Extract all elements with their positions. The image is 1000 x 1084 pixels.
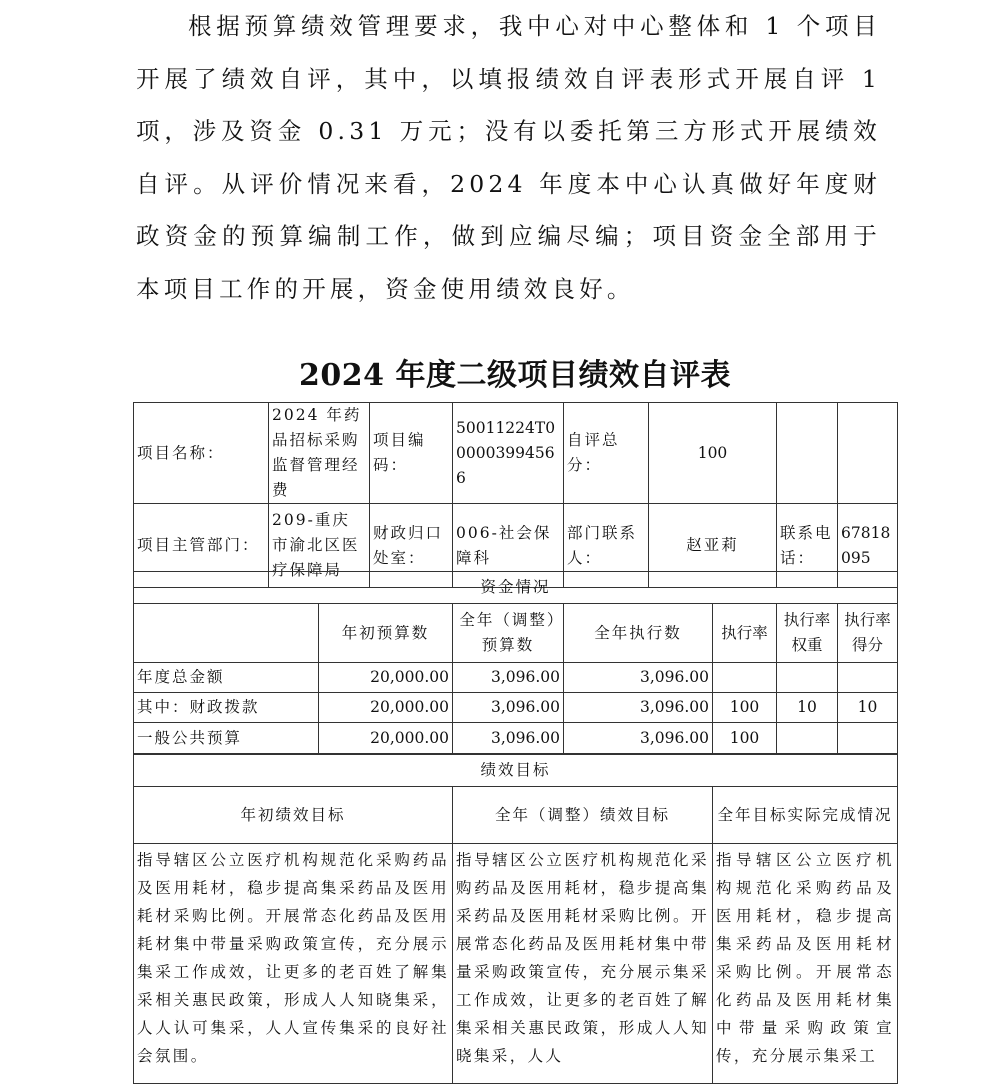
dept-label: 项目主管部门： (134, 504, 269, 588)
column-header: 全年（调整）绩效目标 (453, 787, 713, 844)
rate-score (838, 663, 898, 693)
form-title: 2024 年度二级项目绩效自评表 (299, 358, 731, 393)
column-header: 执行率 (713, 604, 777, 663)
rate-weight: 10 (777, 693, 838, 723)
project-name-label: 项目名称： (134, 403, 269, 504)
table-header-row (134, 787, 898, 844)
column-header: 全年执行数 (564, 604, 713, 663)
rate-score (838, 723, 898, 754)
column-header: 执行率权重 (777, 604, 838, 663)
finance-office-label: 财政归口处室： (370, 504, 453, 588)
contact-label: 部门联系人： (564, 504, 649, 588)
table-row (134, 572, 898, 604)
project-code-label: 项目编码： (370, 403, 453, 504)
phone-value: 67818095 (838, 504, 898, 588)
finance-office-value: 006-社会保障科 (453, 504, 564, 588)
row-label: 其中：财政拨款 (134, 693, 319, 723)
executed-amount: 3,096.00 (564, 723, 713, 754)
adjusted-budget: 3,096.00 (453, 723, 564, 754)
funds-table (133, 571, 898, 754)
rate-weight (777, 663, 838, 693)
project-code-value: 50011224T000003994566 (453, 403, 564, 504)
execution-rate: 100 (713, 693, 777, 723)
column-header: 全年目标实际完成情况 (713, 787, 898, 844)
total-score-value: 100 (649, 403, 777, 504)
rate-weight (777, 723, 838, 754)
phone-label: 联系电话： (777, 504, 838, 588)
column-header: 全年（调整）预算数 (453, 604, 564, 663)
goals-section-title: 绩效目标 (134, 755, 898, 787)
empty-cell (777, 403, 838, 504)
execution-rate: 100 (713, 723, 777, 754)
table-row (134, 403, 898, 504)
initial-budget: 20,000.00 (319, 663, 453, 693)
table-row (134, 663, 898, 693)
initial-budget: 20,000.00 (319, 723, 453, 754)
table-row (134, 723, 898, 754)
column-header: 年初绩效目标 (134, 787, 453, 844)
row-label: 年度总金额 (134, 663, 319, 693)
executed-amount: 3,096.00 (564, 663, 713, 693)
basic-info-table (133, 402, 898, 588)
empty-cell (838, 403, 898, 504)
table-header-row (134, 604, 898, 663)
intro-section (136, 0, 881, 315)
actual-completion-text: 指导辖区公立医疗机构规范化采购药品及医用耗材，稳步提高集采药品及医用耗材采购比例。开展常态化药品及医用耗材集中带量采购政策宣传，充分展示集采工 (713, 844, 898, 1084)
adjusted-budget: 3,096.00 (453, 663, 564, 693)
dept-value: 209-重庆市渝北区医疗保障局 (269, 504, 370, 588)
initial-goal-text: 指导辖区公立医疗机构规范化采购药品及医用耗材，稳步提高集采药品及医用耗材采购比例。开展常态化药品及医用耗材集中带量采购政策宣传，充分展示集采工作成效，让更多的老百姓了解集采相关惠民政策，形成人人知晓集采，人人认可集采，人人宣传集采的良好社会氛围。 (134, 844, 453, 1084)
column-header: 执行率得分 (838, 604, 898, 663)
row-label: 一般公共预算 (134, 723, 319, 754)
execution-rate (713, 663, 777, 693)
funds-section-title: 资金情况 (134, 572, 898, 604)
table-row (134, 844, 898, 1084)
total-score-label: 自评总分： (564, 403, 649, 504)
goals-table (133, 754, 898, 1084)
intro-paragraph: 根据预算绩效管理要求，我中心对中心整体和 1 个项目开展了绩效自评，其中，以填报绩效自评表形式开展自评 1 项，涉及资金 0.31 万元；没有以委托第三方形式开展绩效自评。从评价情况来看，2024 年度本中心认真做好年度财政资金的预算编制工作，做到应编尽编；项目资金全部用于本项目工作的开展，资金使用绩效良好。 (136, 12, 881, 303)
rate-score: 10 (838, 693, 898, 723)
table-row (134, 755, 898, 787)
adjusted-goal-text: 指导辖区公立医疗机构规范化采购药品及医用耗材，稳步提高集采药品及医用耗材采购比例。开展常态化药品及医用耗材集中带量采购政策宣传，充分展示集采工作成效，让更多的老百姓了解集采相关惠民政策，形成人人知晓集采，人人 (453, 844, 713, 1084)
project-name-value: 2024 年药品招标采购监督管理经费 (269, 403, 370, 504)
column-header: 年初预算数 (319, 604, 453, 663)
table-row (134, 693, 898, 723)
adjusted-budget: 3,096.00 (453, 693, 564, 723)
executed-amount: 3,096.00 (564, 693, 713, 723)
contact-value: 赵亚莉 (649, 504, 777, 588)
initial-budget: 20,000.00 (319, 693, 453, 723)
column-header (134, 604, 319, 663)
